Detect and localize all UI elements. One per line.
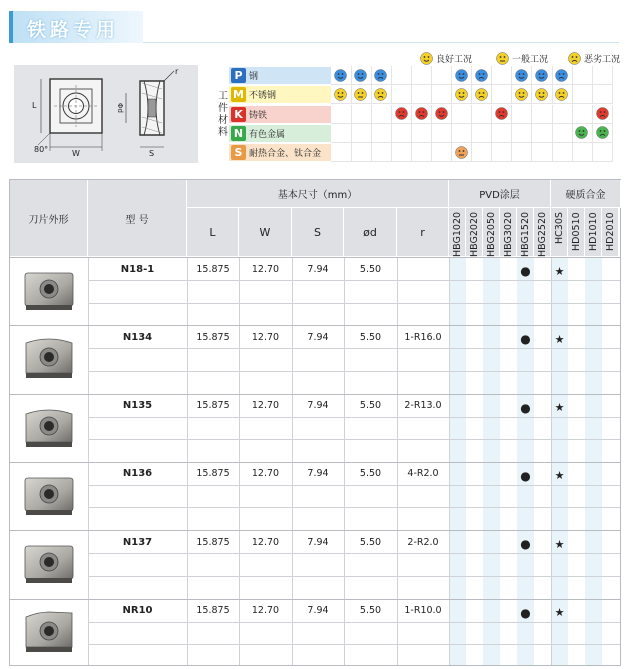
sub-row-divider bbox=[88, 348, 620, 349]
dim-d-cell: 5.50 bbox=[359, 536, 382, 548]
sub-row-divider bbox=[88, 576, 620, 577]
dim-S-cell: 7.94 bbox=[307, 263, 329, 275]
material-cell bbox=[512, 124, 533, 143]
material-cell bbox=[532, 85, 553, 104]
section-title: 铁路专用 bbox=[27, 19, 120, 41]
material-label bbox=[229, 67, 331, 84]
availability-dot: ● bbox=[520, 605, 531, 620]
material-cell bbox=[512, 105, 533, 124]
material-letter: S bbox=[231, 145, 246, 160]
bad-face-icon bbox=[395, 107, 408, 120]
material-cell bbox=[432, 124, 453, 143]
dim-d-cell: 5.50 bbox=[359, 263, 382, 275]
availability-dot: ● bbox=[520, 400, 531, 415]
dim-W-cell: 12.70 bbox=[251, 263, 280, 275]
bad-face-icon bbox=[415, 107, 428, 120]
dim-r-cell: 1-R16.0 bbox=[404, 331, 442, 343]
material-cell bbox=[472, 85, 493, 104]
material-letter: K bbox=[231, 107, 246, 122]
material-cell bbox=[371, 124, 392, 143]
material-letter: P bbox=[231, 68, 246, 83]
availability-star: ★ bbox=[554, 606, 565, 619]
insert-image bbox=[20, 540, 78, 586]
drawing-label-S: S bbox=[149, 149, 155, 158]
material-name: 耐热合金、钛合金 bbox=[249, 149, 322, 160]
header-shape: 刀片外形 bbox=[10, 180, 88, 257]
availability-star: ★ bbox=[554, 332, 565, 346]
normal-face-icon bbox=[354, 88, 367, 101]
material-cell bbox=[512, 66, 533, 85]
material-cell bbox=[452, 85, 473, 104]
legend-bad bbox=[568, 52, 620, 65]
dim-W-cell: 12.70 bbox=[251, 331, 280, 343]
material-cell bbox=[391, 124, 412, 143]
material-cell bbox=[411, 66, 432, 85]
grade-header-pvd: HBG3020 bbox=[503, 212, 514, 258]
dim-S-cell: 7.94 bbox=[307, 536, 329, 548]
material-cell bbox=[492, 85, 513, 104]
material-cell bbox=[452, 66, 473, 85]
material-cell bbox=[432, 85, 453, 104]
dim-W-cell: 12.70 bbox=[251, 400, 280, 412]
material-cell bbox=[371, 143, 392, 162]
header-pvd: PVD涂层 bbox=[449, 180, 551, 208]
material-cell bbox=[472, 143, 493, 162]
good-face-icon bbox=[455, 88, 468, 101]
dim-d-cell: 5.50 bbox=[359, 605, 382, 616]
bad-face-icon bbox=[374, 88, 387, 101]
good-face-icon bbox=[334, 88, 347, 101]
bad-face-icon bbox=[596, 107, 609, 120]
good-face-icon bbox=[435, 107, 448, 120]
model-cell: N135 bbox=[122, 400, 153, 412]
workpiece-material-label: 工件材料 bbox=[215, 90, 227, 138]
grade-header-carbide: HD0510 bbox=[571, 212, 582, 251]
material-cell bbox=[391, 143, 412, 162]
sub-row-divider bbox=[88, 417, 620, 418]
material-cell bbox=[492, 124, 513, 143]
material-cell bbox=[351, 143, 372, 162]
material-cell bbox=[592, 124, 613, 143]
good-face-icon bbox=[420, 52, 433, 65]
material-letter: N bbox=[231, 126, 246, 141]
model-cell: N136 bbox=[122, 468, 153, 480]
bad-face-icon bbox=[475, 69, 488, 82]
availability-star: ★ bbox=[554, 264, 565, 278]
good-face-icon bbox=[535, 88, 548, 101]
insert-image bbox=[20, 267, 78, 313]
good-face-icon bbox=[334, 69, 347, 82]
material-cell bbox=[492, 66, 513, 85]
availability-dot: ● bbox=[520, 264, 531, 278]
product-table bbox=[9, 179, 621, 666]
insert-technical-drawing bbox=[14, 65, 198, 163]
material-cell bbox=[552, 143, 573, 162]
grade-header-carbide: HD1010 bbox=[588, 212, 599, 251]
material-cell bbox=[411, 85, 432, 104]
grade-header-carbide: HD2010 bbox=[605, 212, 616, 251]
availability-dot: ● bbox=[520, 332, 531, 347]
legend-good-label: 良好工况 bbox=[436, 55, 473, 65]
material-cell bbox=[592, 66, 613, 85]
dim-S-cell: 7.94 bbox=[307, 400, 329, 412]
material-label bbox=[229, 125, 331, 142]
bad-face-icon bbox=[495, 107, 508, 120]
grade-header-pvd: HBG2050 bbox=[486, 212, 497, 258]
bad-face-icon bbox=[555, 69, 568, 82]
material-cell bbox=[452, 143, 473, 162]
material-cell bbox=[432, 105, 453, 124]
dim-header-4: ød bbox=[344, 208, 397, 257]
availability-star: ★ bbox=[554, 469, 565, 483]
availability-dot: ● bbox=[520, 468, 531, 483]
model-cell: N134 bbox=[122, 331, 153, 343]
sub-row-divider bbox=[88, 280, 620, 281]
material-cell bbox=[331, 143, 352, 162]
dim-header-5: r bbox=[397, 208, 449, 257]
material-cell bbox=[512, 85, 533, 104]
model-cell: N137 bbox=[122, 536, 153, 548]
material-grid bbox=[331, 105, 612, 124]
material-cell bbox=[331, 66, 352, 85]
material-cell bbox=[572, 105, 593, 124]
material-cell bbox=[452, 105, 473, 124]
material-cell bbox=[371, 105, 392, 124]
material-cell bbox=[331, 105, 352, 124]
material-label bbox=[229, 86, 331, 103]
dim-L-cell: 15.875 bbox=[196, 605, 230, 616]
material-letter: M bbox=[231, 87, 246, 102]
insert-image bbox=[20, 609, 78, 655]
material-cell bbox=[371, 66, 392, 85]
material-cell bbox=[472, 66, 493, 85]
header-model: 型 号 bbox=[88, 180, 187, 257]
availability-star: ★ bbox=[554, 401, 565, 415]
material-cell bbox=[592, 85, 613, 104]
material-cell bbox=[532, 105, 553, 124]
header-divider bbox=[143, 42, 619, 43]
dim-r-cell bbox=[397, 258, 449, 280]
material-row-n bbox=[229, 124, 612, 143]
dim-S-cell: 7.94 bbox=[307, 605, 329, 616]
good-face-icon bbox=[575, 126, 588, 139]
bad-face-icon bbox=[568, 52, 581, 65]
material-cell bbox=[351, 66, 372, 85]
dim-L-cell: 15.875 bbox=[196, 331, 230, 343]
legend-normal-label: 一般工况 bbox=[512, 55, 549, 65]
material-row-k bbox=[229, 105, 612, 124]
material-cell bbox=[432, 66, 453, 85]
dim-d-cell: 5.50 bbox=[359, 400, 382, 412]
material-grid bbox=[331, 66, 612, 85]
material-row-m bbox=[229, 85, 612, 104]
dim-r-cell: 2-R2.0 bbox=[407, 536, 439, 548]
header-dims: 基本尺寸（mm） bbox=[187, 180, 449, 208]
material-cell bbox=[572, 66, 593, 85]
material-name: 铸铁 bbox=[249, 110, 268, 121]
bad-face-icon bbox=[475, 88, 488, 101]
material-cell bbox=[432, 143, 453, 162]
material-cell bbox=[351, 85, 372, 104]
material-label bbox=[229, 144, 331, 161]
material-cell bbox=[572, 143, 593, 162]
dim-header-2: W bbox=[239, 208, 292, 257]
material-cell bbox=[492, 105, 513, 124]
material-cell bbox=[472, 105, 493, 124]
good-face-icon bbox=[515, 69, 528, 82]
material-cell bbox=[592, 143, 613, 162]
grade-header-pvd: HBG2520 bbox=[537, 212, 548, 258]
material-name: 不锈钢 bbox=[249, 91, 277, 102]
material-cell bbox=[572, 85, 593, 104]
dim-L-cell: 15.875 bbox=[196, 536, 230, 548]
material-name: 有色金属 bbox=[249, 129, 286, 140]
drawing-label-L: L bbox=[32, 101, 37, 110]
dim-W-cell: 12.70 bbox=[251, 536, 280, 548]
material-grid bbox=[331, 124, 612, 143]
material-cell bbox=[572, 124, 593, 143]
good-face-icon bbox=[535, 69, 548, 82]
availability-dot: ● bbox=[520, 537, 531, 552]
material-cell bbox=[532, 66, 553, 85]
material-cell bbox=[532, 143, 553, 162]
sub-row-divider bbox=[88, 303, 620, 304]
material-cell bbox=[452, 124, 473, 143]
dim-S-cell: 7.94 bbox=[307, 468, 329, 480]
dim-L-cell: 15.875 bbox=[196, 400, 230, 412]
material-cell bbox=[391, 66, 412, 85]
bad-face-icon bbox=[374, 69, 387, 82]
dim-L-cell: 15.875 bbox=[196, 263, 230, 275]
legend-normal bbox=[496, 52, 548, 65]
material-cell bbox=[492, 143, 513, 162]
material-cell bbox=[351, 105, 372, 124]
material-cell bbox=[411, 143, 432, 162]
material-cell bbox=[331, 124, 352, 143]
material-cell bbox=[391, 85, 412, 104]
sub-row-divider bbox=[88, 371, 620, 372]
material-grid bbox=[331, 143, 612, 162]
header-carbide: 硬质合金 bbox=[551, 180, 621, 208]
material-cell bbox=[592, 105, 613, 124]
legend-bad-label: 恶劣工况 bbox=[584, 55, 621, 65]
material-cell bbox=[411, 105, 432, 124]
grade-header-pvd: HBG1020 bbox=[452, 212, 463, 258]
dim-W-cell: 12.70 bbox=[251, 605, 280, 616]
material-name: 钢 bbox=[249, 72, 259, 82]
grade-header-carbide: HC30S bbox=[554, 212, 565, 244]
grade-header-pvd: HBG1520 bbox=[520, 212, 531, 258]
insert-image bbox=[20, 404, 78, 450]
section-header bbox=[9, 11, 143, 43]
dim-L-cell: 15.875 bbox=[196, 468, 230, 480]
insert-image bbox=[20, 472, 78, 518]
good-face-icon bbox=[354, 69, 367, 82]
good-face-icon bbox=[455, 69, 468, 82]
material-row-p bbox=[229, 66, 612, 85]
material-cell bbox=[552, 66, 573, 85]
dim-W-cell: 12.70 bbox=[251, 468, 280, 480]
drawing-label-r: r bbox=[175, 67, 179, 76]
material-cell bbox=[552, 85, 573, 104]
drawing-label-angle: 80° bbox=[34, 145, 49, 154]
dim-header-3: S bbox=[292, 208, 344, 257]
model-cell: NR10 bbox=[122, 605, 153, 616]
good-face-icon bbox=[515, 88, 528, 101]
material-cell bbox=[552, 124, 573, 143]
material-row-s bbox=[229, 143, 612, 162]
drawing-label-W: W bbox=[72, 149, 80, 158]
sub-row-divider bbox=[88, 439, 620, 440]
material-cell bbox=[532, 124, 553, 143]
sub-row-divider bbox=[88, 553, 620, 554]
dim-d-cell: 5.50 bbox=[359, 468, 382, 480]
insert-image bbox=[20, 335, 78, 381]
material-cell bbox=[351, 124, 372, 143]
material-grid bbox=[331, 85, 612, 104]
dim-d-cell: 5.50 bbox=[359, 331, 382, 343]
model-cell: N18-1 bbox=[120, 263, 155, 275]
dim-S-cell: 7.94 bbox=[307, 331, 329, 343]
dim-r-cell: 2-R13.0 bbox=[404, 400, 442, 412]
drawing-label-d: Φd bbox=[116, 103, 124, 113]
sub-row-divider bbox=[88, 644, 620, 645]
material-cell bbox=[371, 85, 392, 104]
sub-row-divider bbox=[88, 485, 620, 486]
bad-face-icon bbox=[596, 126, 609, 139]
material-cell bbox=[331, 85, 352, 104]
material-cell bbox=[512, 143, 533, 162]
normal-face-icon bbox=[455, 146, 468, 159]
material-cell bbox=[391, 105, 412, 124]
sub-row-divider bbox=[88, 507, 620, 508]
material-cell bbox=[411, 124, 432, 143]
sub-row-divider bbox=[88, 622, 620, 623]
availability-star: ★ bbox=[554, 537, 565, 551]
material-cell bbox=[472, 124, 493, 143]
material-label bbox=[229, 106, 331, 123]
dim-r-cell: 4-R2.0 bbox=[407, 468, 439, 480]
material-cell bbox=[552, 105, 573, 124]
normal-face-icon bbox=[496, 52, 509, 65]
bad-face-icon bbox=[555, 88, 568, 101]
dim-r-cell: 1-R10.0 bbox=[404, 605, 442, 616]
grade-header-pvd: HBG2020 bbox=[469, 212, 480, 258]
dim-header-1: L bbox=[187, 208, 239, 257]
legend-good bbox=[420, 52, 472, 65]
